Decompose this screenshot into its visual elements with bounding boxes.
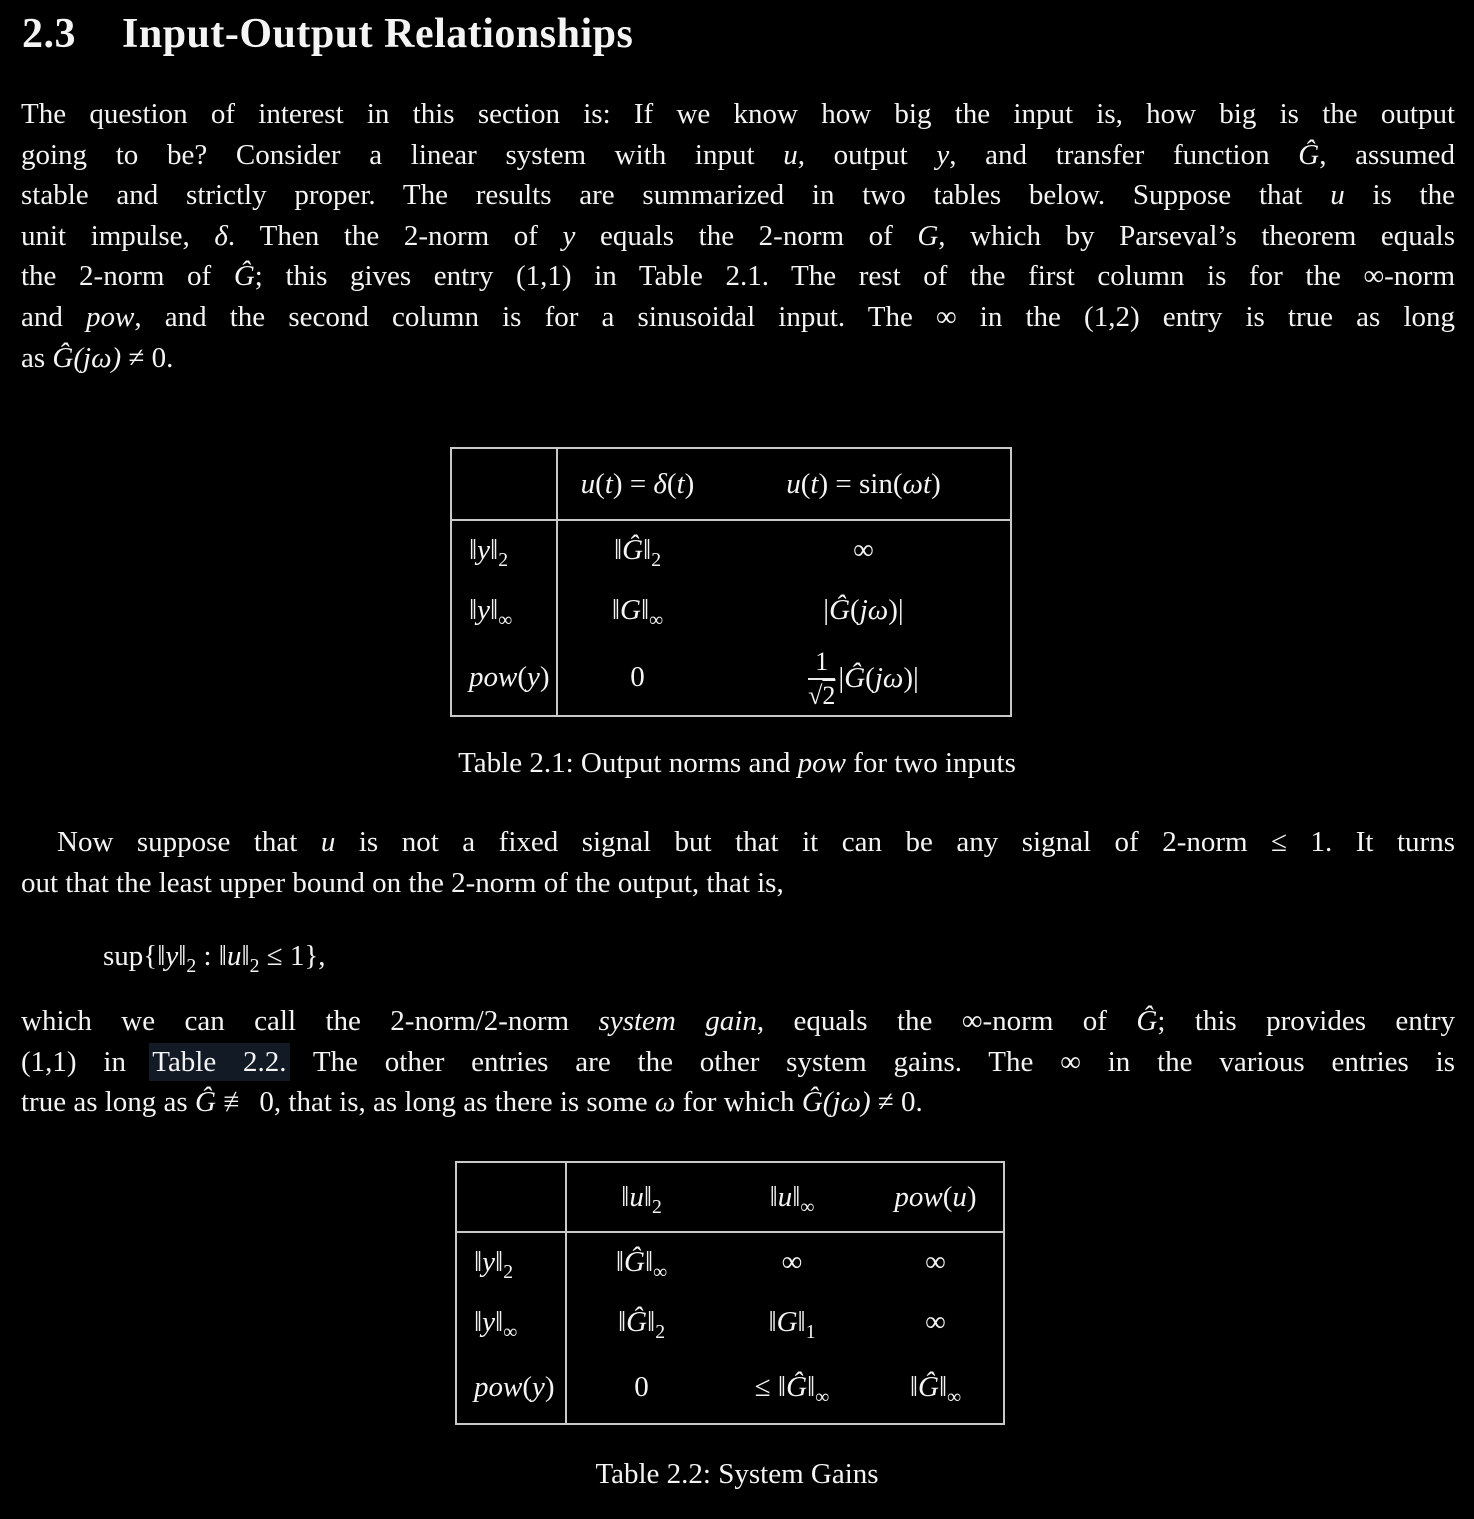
text-segment: . Then the 2-norm of [227, 219, 563, 252]
table-cell: ∞ [781, 1246, 803, 1278]
text-segment: Ĝ(jω) [801, 1086, 871, 1119]
column-header-impulse-input: u(t) = δ(t) [557, 448, 717, 520]
text-line [21, 822, 1455, 863]
text-segment: Now suppose that [57, 826, 321, 858]
paragraph-intro [21, 94, 1455, 378]
row-label-y-2norm: $‖y‖_2$ [456, 1232, 566, 1292]
text-segment: pow [797, 747, 846, 779]
text-segment: , assumed [1319, 138, 1456, 171]
text-segment: Ĝ(jω) [52, 341, 122, 374]
text-segment: y [562, 219, 576, 252]
column-header-sinusoid-input: u(t) = sin(ωt) [717, 448, 1011, 520]
table-corner-cell [456, 1162, 566, 1232]
table-2-2-caption [0, 1458, 1474, 1491]
text-segment: u [783, 138, 798, 171]
fraction: 1 √2 | Ĝ ( jω )| [808, 646, 919, 710]
text-segment: equals the 2-norm of [575, 219, 918, 252]
table-cell-fraction [717, 640, 1011, 716]
text-segment: ; this provides entry [1157, 1005, 1456, 1037]
text-segment: u [320, 826, 336, 858]
text-segment: pow [86, 300, 135, 333]
text-segment: the 2-norm of [21, 260, 234, 293]
table-cell: $‖G‖_\infty$ [611, 593, 664, 631]
table-cell: $‖Ĝ‖_2$ [613, 534, 662, 571]
text-segment: which we can call the 2-norm/2-norm [21, 1005, 599, 1037]
text-segment: system gain [598, 1005, 757, 1037]
row-label-y-infnorm: $‖y‖_\infty$ [451, 580, 557, 640]
text-segment: Ĝ [233, 260, 255, 293]
table-cell: $‖Ĝ‖_\infty$ [909, 1371, 962, 1408]
table-cell: $‖Ĝ‖_\infty$ [615, 1246, 668, 1283]
text-segment: Ĝ [1298, 138, 1320, 171]
text-segment: ; this gives entry (1,1) in Table 2.1. The rest of the first column is for the ∞-norm [254, 260, 1455, 293]
table-cell: $‖Ĝ‖_2$ [617, 1305, 666, 1343]
text-line [21, 256, 1455, 297]
text-segment: going to be? Consider a linear system with input [21, 138, 784, 171]
paragraph-system-gains [21, 1001, 1455, 1123]
table-2-2-link[interactable]: Table 2.2. [152, 1045, 287, 1078]
text-segment: and [21, 300, 87, 333]
column-header-pow-u: pow(u) [868, 1162, 1004, 1232]
section-title: Input-Output Relationships [122, 11, 634, 57]
table-cell: ∞ [925, 1246, 946, 1278]
text-segment: Table 2.1: Output norms and [458, 747, 798, 779]
text-segment: δ [214, 219, 228, 252]
text-segment: for two inputs [845, 747, 1016, 779]
text-line [21, 175, 1455, 216]
sup-norm-equation: $sup\{‖y‖_2$ : $‖u‖_2 \le 1$}, [103, 940, 326, 977]
row-label-y-2norm: $‖y‖_2$ [451, 520, 557, 580]
column-header-u-2norm: $‖u‖_2$ [566, 1162, 716, 1232]
text-segment: , output [797, 138, 937, 171]
text-segment: stable and strictly proper. The results are summarized in two tables below. Suppose that [21, 179, 1331, 212]
text-segment: out that the least upper bound on the 2-norm of the output, that is, [21, 866, 784, 899]
section-number: 2.3 [22, 11, 76, 57]
table-cell: ∞ [925, 1305, 946, 1338]
row-label-pow-y: pow(y) [456, 1352, 566, 1424]
text-segment: u [1330, 179, 1345, 212]
text-segment: ω [654, 1086, 676, 1119]
table-cell: |Ĝ(jω)| [823, 593, 904, 626]
text-segment: (1,1) in [21, 1045, 153, 1078]
table-corner-cell [451, 448, 557, 520]
text-segment: , which by Parseval’s theorem equals [938, 219, 1455, 252]
text-segment: true as long as [21, 1086, 195, 1119]
text-segment: y [936, 138, 950, 171]
text-segment: unit impulse, [21, 219, 215, 252]
table-2-1 [450, 447, 1012, 717]
text-segment: ≠ 0. [870, 1086, 923, 1119]
text-line [21, 1042, 1455, 1083]
paragraph-system-gain-intro [21, 822, 1455, 903]
text-line [21, 338, 1455, 379]
text-segment: The question of interest in this section is: If we know how big the input is, how big is the output [21, 98, 1455, 130]
text-segment: , and transfer function [949, 138, 1299, 171]
text-segment: , and the second column is for a sinusoidal input. The ∞ in the (1,2) entry is true as long [134, 300, 1455, 333]
text-segment: G [917, 219, 939, 252]
table-cell: 0 [634, 1371, 649, 1403]
text-line [21, 1082, 1455, 1123]
text-line [21, 1001, 1455, 1042]
table-cell: 0 [630, 661, 645, 693]
text-line [21, 135, 1455, 176]
text-segment: The other entries are the other system gains. The ∞ in the various entries is [286, 1045, 1455, 1078]
text-segment: Ĝ [1136, 1005, 1158, 1037]
column-header-u-infnorm: $‖u‖_\infty$ [716, 1162, 868, 1232]
text-line [21, 297, 1455, 338]
row-label-y-infnorm: $‖y‖_\infty$ [456, 1292, 566, 1352]
text-line [21, 863, 1455, 904]
text-segment: for which [675, 1086, 802, 1119]
table-2-2 [455, 1161, 1005, 1425]
table-cell: $‖G‖_1$ [768, 1305, 816, 1343]
text-segment: as [21, 341, 53, 374]
text-segment: , equals the ∞-norm of [756, 1005, 1137, 1037]
text-segment: is the [1344, 179, 1455, 212]
text-segment: Ĝ [194, 1086, 216, 1119]
table-cell: ≤ $‖Ĝ‖_\infty$ [754, 1371, 830, 1408]
text-line [21, 94, 1455, 135]
table-2-1-caption [0, 747, 1474, 780]
row-label-pow-y: pow(y) [451, 640, 557, 716]
section-heading [22, 10, 633, 58]
text-segment: is not a fixed signal but that it can be any signal of 2-norm ≤ 1. It turns [335, 826, 1455, 858]
text-segment: Table 2.2: System Gains [595, 1458, 879, 1490]
text-segment: ≠ 0. [121, 341, 174, 374]
text-segment: ≢ 0, that is, as long as there is some [215, 1086, 655, 1119]
text-line [21, 216, 1455, 257]
table-cell: ∞ [853, 534, 874, 566]
